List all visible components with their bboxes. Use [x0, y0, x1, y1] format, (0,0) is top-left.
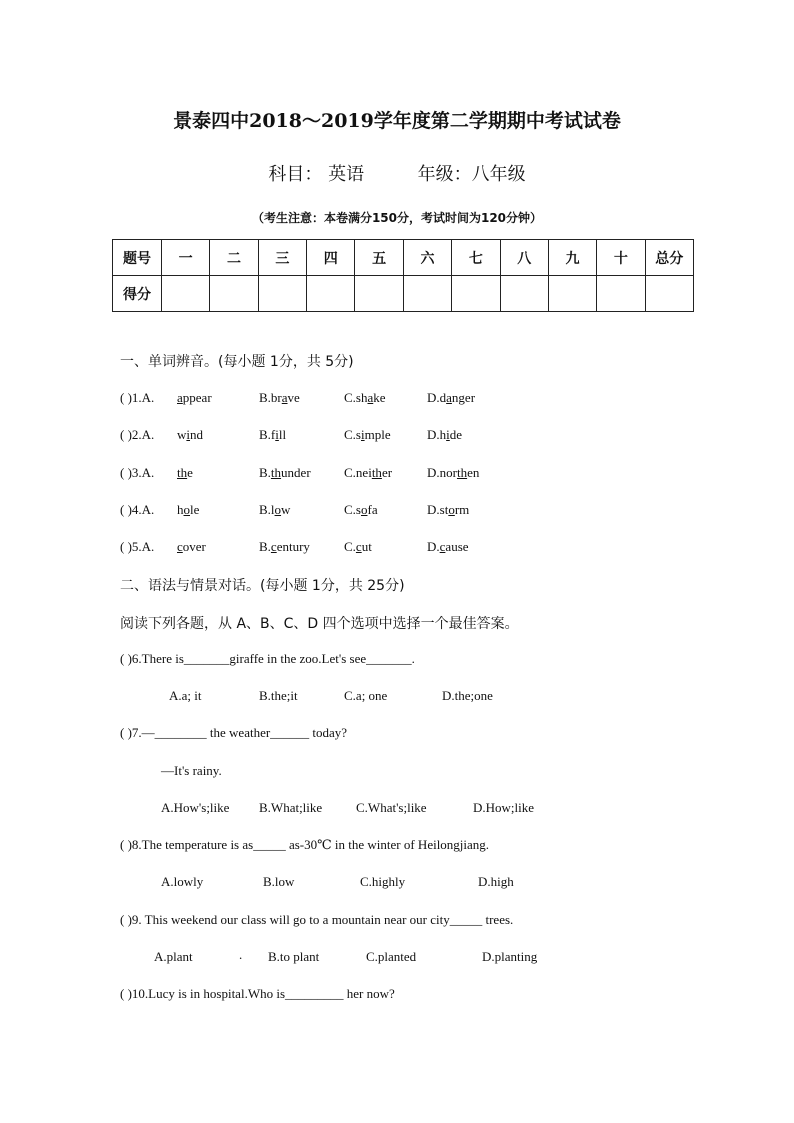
score-cell[interactable] — [210, 276, 258, 312]
score-column-header: 七 — [452, 240, 500, 276]
exam-notice: （考生注意：本卷满分150分，考试时间为120分钟） — [251, 211, 543, 225]
option-c: C.What's;like — [356, 800, 427, 815]
score-column-header: 四 — [307, 240, 355, 276]
score-column-header: 总分 — [645, 240, 693, 276]
question-number: ( )2.A. — [120, 427, 155, 442]
grade-label: 年级： — [417, 164, 472, 185]
score-cell[interactable] — [548, 276, 596, 312]
score-column-header: 十 — [597, 240, 645, 276]
option-a: cover — [177, 539, 206, 554]
score-header-label: 题号 — [113, 240, 162, 276]
section1-heading: 一、单词辨音。(每小题 1分，共 5分) — [120, 354, 354, 370]
option-b: B.century — [259, 539, 310, 554]
option-c: C.sofa — [344, 502, 378, 517]
option-a: A.lowly — [161, 874, 204, 889]
score-cell[interactable] — [597, 276, 645, 312]
option-a: appear — [177, 390, 212, 405]
score-cell[interactable] — [355, 276, 403, 312]
option-c: C.neither — [344, 465, 393, 480]
score-column-header: 三 — [258, 240, 306, 276]
option-a: wind — [177, 427, 204, 442]
option-d: D.high — [478, 874, 514, 889]
option-d: D.hide — [427, 427, 463, 442]
option-b: B.low — [263, 874, 295, 889]
subject-label: 科目： — [268, 164, 323, 185]
question-number: ( )4.A. — [120, 502, 155, 517]
question-number: ( )3.A. — [120, 465, 155, 480]
score-cell[interactable] — [403, 276, 451, 312]
score-row-label: 得分 — [113, 276, 162, 312]
section2-instruction: 阅读下列各题，从 A、B、C、D 四个选项中选择一个最佳答案。 — [120, 616, 519, 632]
option-d: D.storm — [427, 502, 470, 517]
option-a: hole — [177, 502, 200, 517]
score-table — [112, 239, 694, 312]
score-column-header: 一 — [162, 240, 210, 276]
question-stem: ( )10.Lucy is in hospital.Who is_________ her now? — [120, 986, 395, 1001]
option-c: C.a; one — [344, 688, 388, 703]
option-a: the — [177, 465, 193, 480]
score-column-header: 九 — [548, 240, 596, 276]
grade-value: 八年级 — [471, 164, 526, 185]
question-stem: ( )8.The temperature is as_____ as-30℃ in the winter of Heilongjiang. — [120, 837, 490, 852]
score-column-header: 六 — [403, 240, 451, 276]
option-b: B.What;like — [259, 800, 323, 815]
section2-heading: 二、语法与情景对话。(每小题 1分，共 25分) — [120, 578, 405, 594]
option-d: D.the;one — [442, 688, 493, 703]
question-number: ( )5.A. — [120, 539, 155, 554]
option-d: D.danger — [427, 390, 476, 405]
score-column-header: 八 — [500, 240, 548, 276]
question-number: ( )1.A. — [120, 390, 155, 405]
question-stem: ( )9. This weekend our class will go to a mountain near our city_____ trees. — [120, 912, 514, 927]
score-cell[interactable] — [500, 276, 548, 312]
option-c: C.planted — [366, 949, 417, 964]
score-table-header-row — [113, 240, 694, 276]
option-a: A.plant — [154, 949, 193, 964]
option-b: B.low — [259, 502, 291, 517]
option-c: C.shake — [344, 390, 386, 405]
stray-dot: . — [239, 947, 243, 962]
option-c: C.simple — [344, 427, 391, 442]
option-d: D.planting — [482, 949, 538, 964]
option-c: C.cut — [344, 539, 372, 554]
subject-grade-line — [0, 160, 794, 186]
option-a: A.How's;like — [161, 800, 230, 815]
option-b: B.brave — [259, 390, 300, 405]
question-stem: ( )6.There is_______giraffe in the zoo.Let's see_______. — [120, 651, 415, 666]
option-c: C.highly — [360, 874, 406, 889]
question-stem: ( )7.—________ the weather______ today? — [120, 725, 348, 740]
option-b: B.to plant — [268, 949, 320, 964]
option-b: B.fill — [259, 427, 287, 442]
score-cell[interactable] — [307, 276, 355, 312]
score-cell[interactable] — [645, 276, 693, 312]
subject-value: 英语 — [328, 164, 365, 185]
option-b: B.thunder — [259, 465, 311, 480]
score-cell[interactable] — [258, 276, 306, 312]
score-table-score-row — [113, 276, 694, 312]
score-column-header: 二 — [210, 240, 258, 276]
option-d: D.cause — [427, 539, 469, 554]
dialog-reply: —It's rainy. — [161, 763, 222, 778]
score-cell[interactable] — [452, 276, 500, 312]
score-column-header: 五 — [355, 240, 403, 276]
option-a: A.a; it — [169, 688, 202, 703]
exam-title: 景泰四中2018～2019学年度第二学期期中考试试卷 — [173, 110, 621, 132]
score-cell[interactable] — [162, 276, 210, 312]
option-d: D.How;like — [473, 800, 535, 815]
option-d: D.northen — [427, 465, 480, 480]
option-b: B.the;it — [259, 688, 298, 703]
